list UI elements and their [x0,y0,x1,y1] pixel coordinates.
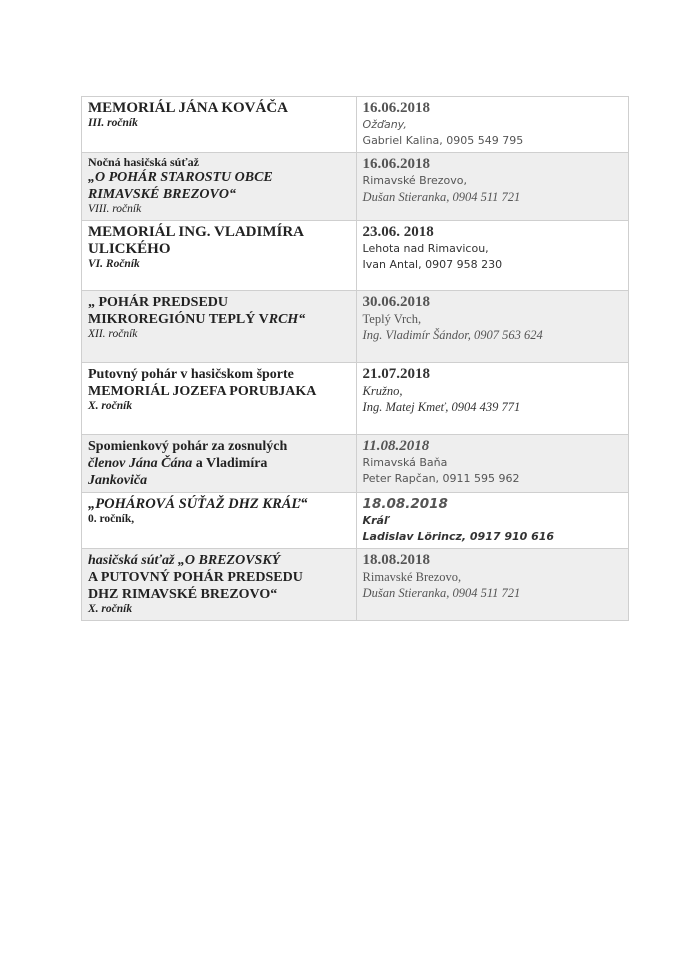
event-title: „O POHÁR STAROSTU OBCE [88,170,273,185]
event-title: „ POHÁR PREDSEDU [88,295,229,310]
event-title: MEMORIÁL JOZEFA PORUBJAKA [88,384,317,399]
event-type: Nočná hasičská súťaž [88,155,199,169]
event-name-cell [82,291,357,363]
event-title-continued: členov Jána Čána [88,456,193,471]
event-type-continued: v hasičskom športe [176,367,294,382]
event-edition: VIII. ročník [88,203,142,215]
event-name-cell [82,153,357,221]
event-name-cell [82,97,357,153]
event-date: 11.08.2018 [362,438,430,454]
event-name-cell [82,493,357,549]
event-contact: Peter Rapčan, 0911 595 962 [362,472,520,485]
event-date: 18.08.2018 [362,552,431,568]
event-info-cell [356,153,628,221]
event-date: 16.06.2018 [362,100,431,116]
event-info-cell [356,549,628,621]
event-info-cell [356,221,628,291]
event-title-continued: ULICKÉHO [88,241,171,257]
event-edition: X. ročník [88,603,133,615]
event-contact: Ladislav Lörincz, 0917 910 616 [362,530,555,543]
event-contact: Dušan Stieranka, 0904 511 721 [362,586,521,600]
event-location: Rimavské Brezovo, [362,570,462,584]
event-title-continued-2: DHZ RIMAVSKÉ BREZOVO“ [88,587,278,602]
event-type: Putovný pohár [88,367,177,382]
event-location: Kráľ [362,514,388,527]
table-row [82,363,629,435]
table-row [82,97,629,153]
event-edition: III. ročník [88,117,138,129]
event-date: 23.06. 2018 [362,224,434,240]
event-date: 21.07.2018 [362,366,431,382]
event-location: Kružno, [362,384,403,398]
event-location: Teplý Vrch, [362,312,422,326]
event-name-cell [82,549,357,621]
event-location: Lehota nad Rimavicou, [362,242,489,255]
event-title: Spomienkový pohár za zosnulých [88,439,288,454]
event-contact: Ivan Antal, 0907 958 230 [362,258,503,271]
event-title-continued-italic: RCH“ [268,312,306,327]
event-contact: Ing. Vladimír Šándor, 0907 563 624 [362,328,543,342]
event-date: 16.06.2018 [362,156,431,172]
event-date: 30.06.2018 [362,294,431,310]
event-edition: 0. ročník, [88,513,135,525]
table-row [82,221,629,291]
event-title-continued: MIKROREGIÓNU TEPLÝ V [88,312,269,327]
event-title: „POHÁROVÁ SÚŤAŽ DHZ KRÁĽ“ [88,496,308,512]
event-title-continued: RIMAVSKÉ BREZOVO“ [88,187,236,202]
event-name-cell [82,435,357,493]
event-title-continued-3: Jankoviča [88,473,148,488]
event-title: MEMORIÁL ING. VLADIMÍRA [88,224,304,240]
event-name-cell [82,363,357,435]
event-contact: Gabriel Kalina, 0905 549 795 [362,134,524,147]
event-location: Rimavská Baňa [362,456,448,469]
event-contact: Ing. Matej Kmeť, 0904 439 771 [362,400,521,414]
event-contact: Dušan Stieranka, 0904 511 721 [362,190,521,204]
events-table [81,96,629,621]
table-row [82,291,629,363]
table-row [82,153,629,221]
table-row [82,493,629,549]
table-row [82,549,629,621]
event-info-cell [356,435,628,493]
event-title: MEMORIÁL JÁNA KOVÁČA [88,100,289,116]
event-edition: X. ročník [88,400,133,412]
event-location: Ožďany, [362,118,407,131]
event-title: hasičská súťaž „O BREZOVSKÝ [88,553,281,568]
event-title-continued-2: a Vladimíra [192,456,268,471]
event-title-continued: A PUTOVNÝ POHÁR PREDSEDU [88,570,303,585]
event-edition: XII. ročník [88,328,138,340]
event-info-cell [356,363,628,435]
table-row [82,435,629,493]
event-date: 18.08.2018 [362,496,448,512]
event-info-cell [356,97,628,153]
event-location: Rimavské Brezovo, [362,174,468,187]
event-name-cell [82,221,357,291]
event-info-cell [356,493,628,549]
event-info-cell [356,291,628,363]
event-edition: VI. Ročník [88,258,140,270]
